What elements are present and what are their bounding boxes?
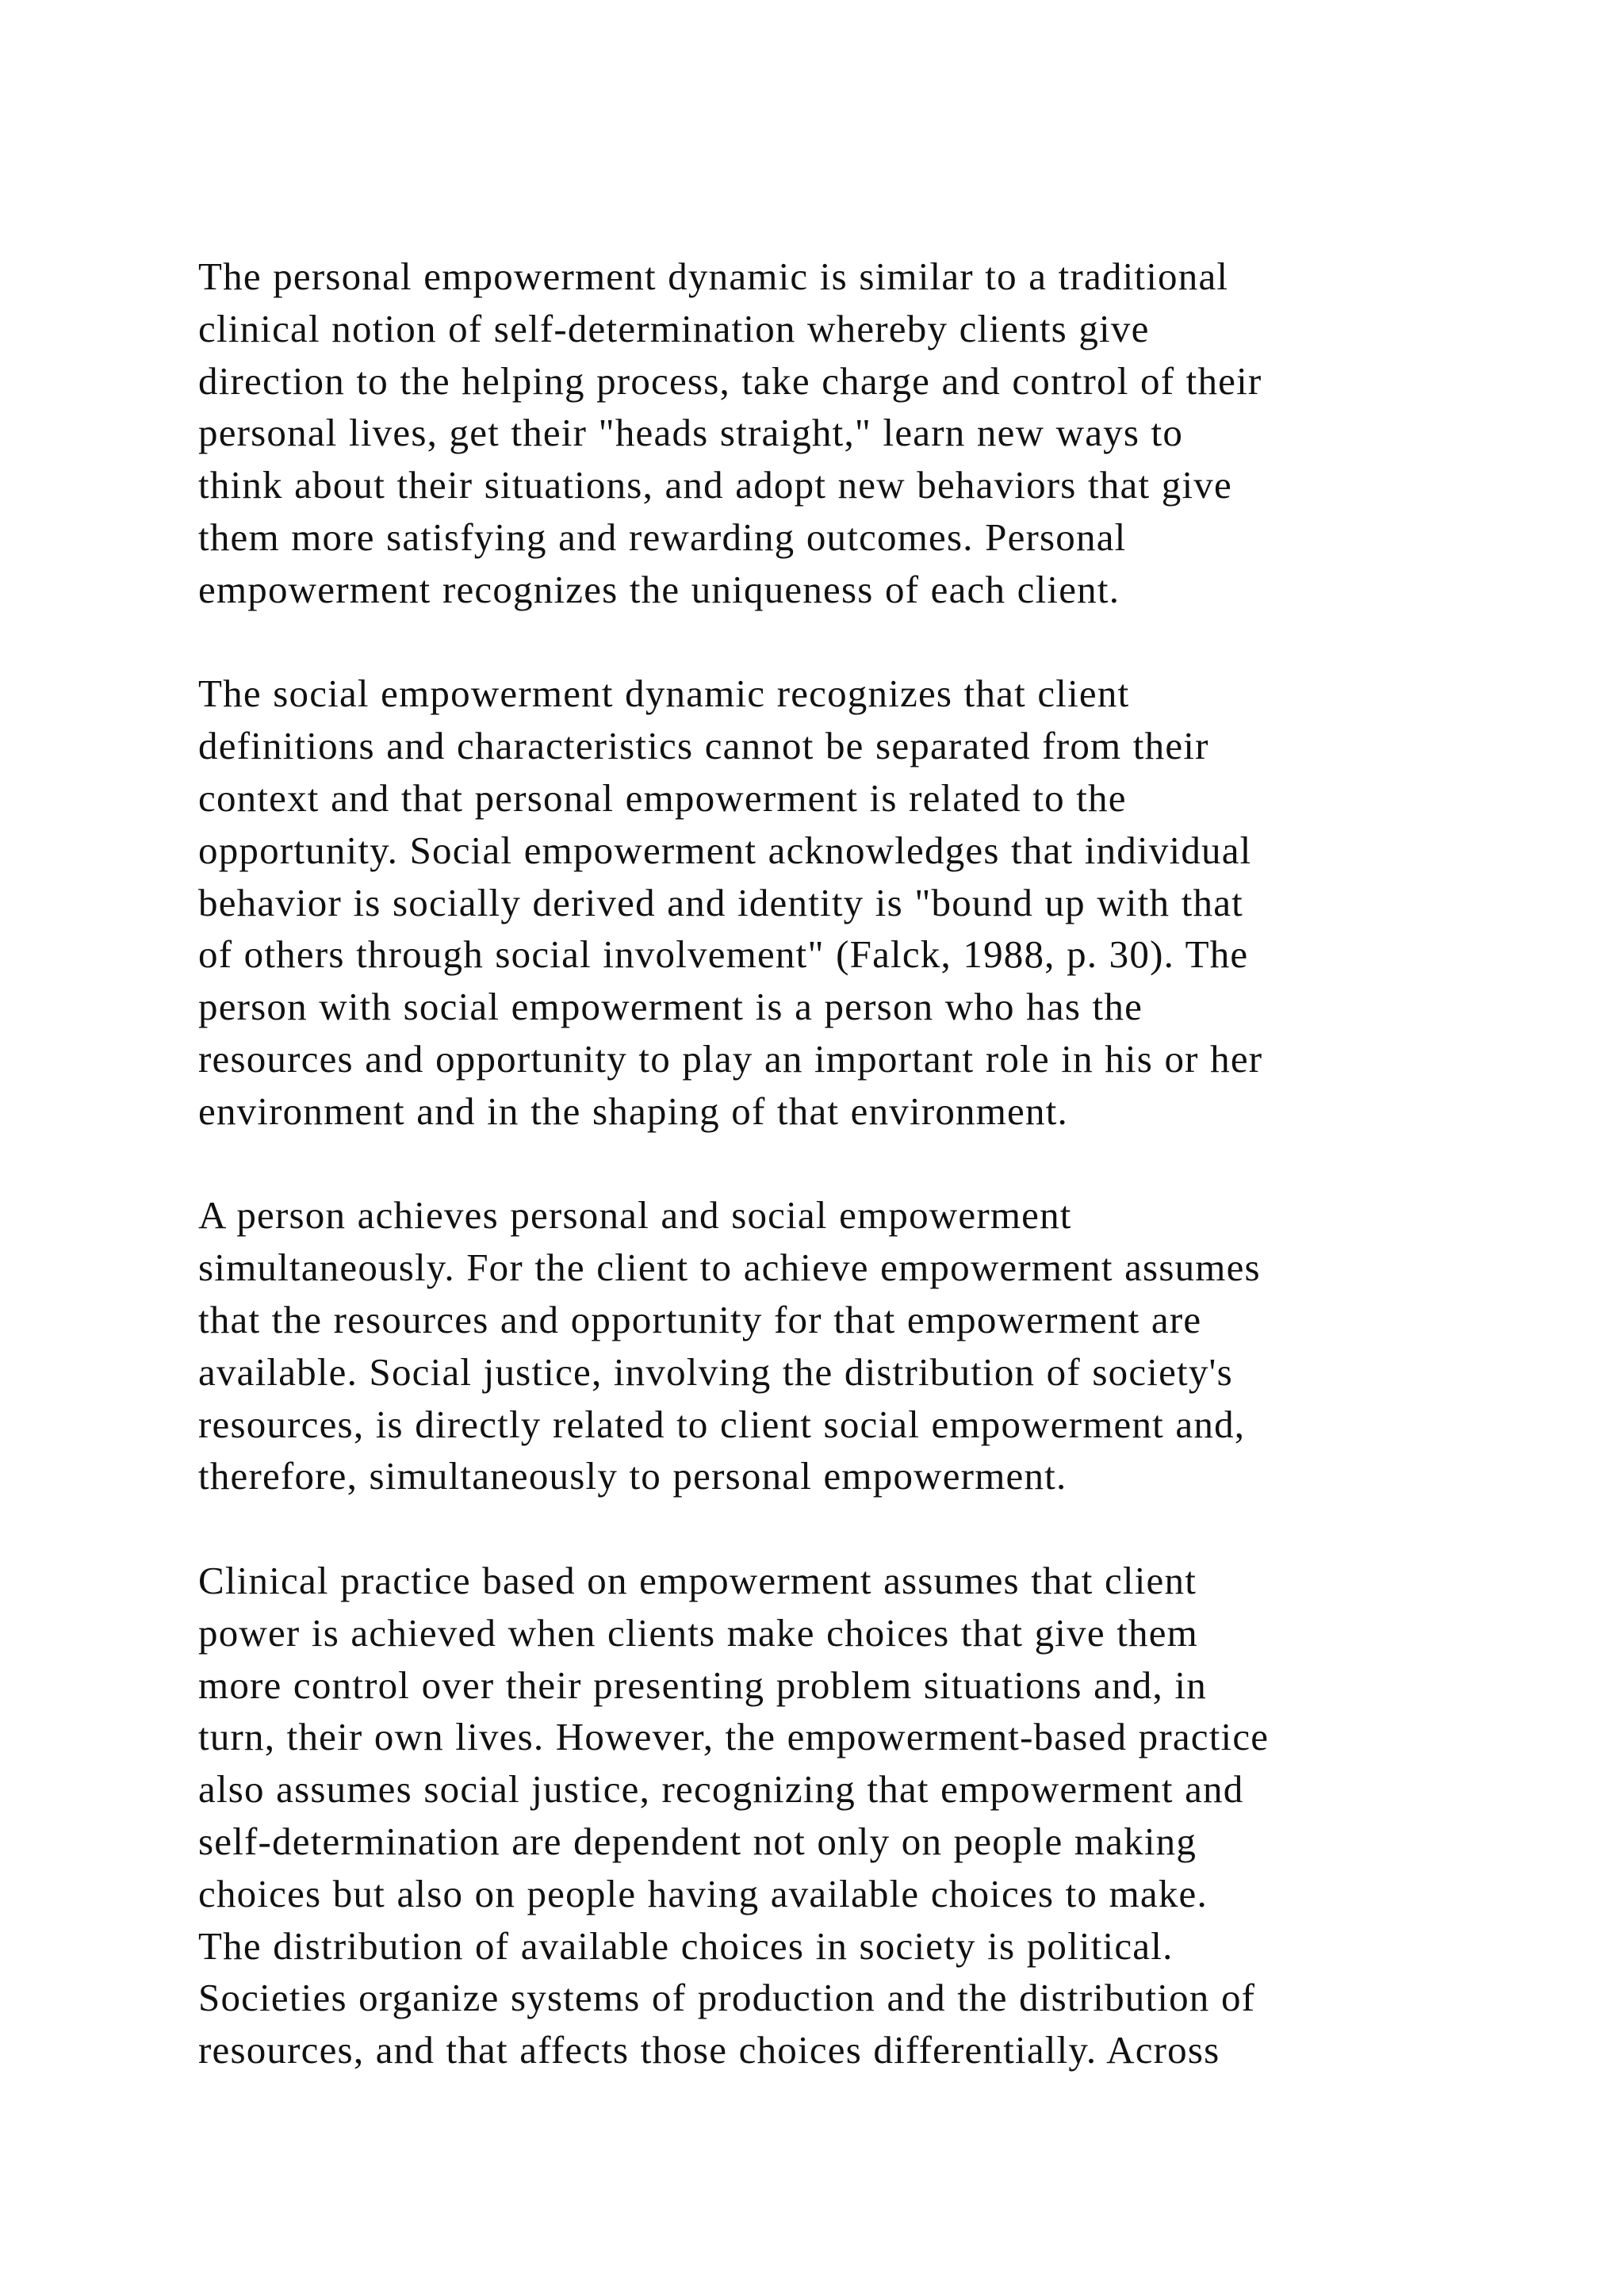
text-line: empowerment recognizes the uniqueness of each client. <box>198 567 1120 611</box>
text-line: direction to the helping process, take charge and control of their <box>198 358 1262 403</box>
text-line: The personal empowerment dynamic is similar to a traditional <box>198 254 1229 298</box>
text-line: therefore, simultaneously to personal empowerment. <box>198 1454 1067 1498</box>
text-line: power is achieved when clients make choices that give them <box>198 1610 1198 1655</box>
text-line: self-determination are dependent not only on people making <box>198 1819 1197 1863</box>
text-line: environment and in the shaping of that environment. <box>198 1089 1068 1133</box>
text-line: opportunity. Social empowerment acknowledges that individual <box>198 828 1252 872</box>
text-line: resources, and that affects those choices differentially. Across <box>198 2028 1220 2072</box>
paragraph-clinical-practice <box>198 1555 1546 2076</box>
text-line: of others through social involvement" (Falck, 1988, p. 30). The <box>198 932 1249 977</box>
text-line: simultaneously. For the client to achieve empowerment assumes <box>198 1246 1261 1290</box>
document-body <box>198 251 1546 2129</box>
text-line: also assumes social justice, recognizing that empowerment and <box>198 1767 1244 1812</box>
text-line: more control over their presenting problem situations and, in <box>198 1663 1207 1707</box>
text-line: behavior is socially derived and identity is "bound up with that <box>198 880 1243 924</box>
text-line: context and that personal empowerment is related to the <box>198 775 1127 820</box>
text-line: Clinical practice based on empowerment assumes that client <box>198 1558 1197 1602</box>
text-line: think about their situations, and adopt new behaviors that give <box>198 463 1232 507</box>
text-line: choices but also on people having available choices to make. <box>198 1871 1208 1915</box>
text-line: definitions and characteristics cannot be separated from their <box>198 724 1209 768</box>
paragraph-simultaneous-empowerment <box>198 1189 1546 1502</box>
paragraph-social-empowerment <box>198 668 1546 1137</box>
text-line: turn, their own lives. However, the empowerment-based practice <box>198 1715 1270 1759</box>
text-line: clinical notion of self-determination whereby clients give <box>198 306 1150 350</box>
text-line: them more satisfying and rewarding outcomes. Personal <box>198 515 1127 559</box>
text-line: that the resources and opportunity for that empowerment are <box>198 1297 1202 1341</box>
text-line: The distribution of available choices in society is political. <box>198 1923 1174 1968</box>
text-line: person with social empowerment is a person who has the <box>198 985 1143 1029</box>
text-line: personal lives, get their "heads straight," learn new ways to <box>198 411 1184 455</box>
text-line: The social empowerment dynamic recognizes that client <box>198 672 1130 716</box>
text-line: Societies organize systems of production and the distribution of <box>198 1976 1256 2020</box>
paragraph-personal-empowerment <box>198 251 1546 616</box>
text-line: resources, is directly related to client social empowerment and, <box>198 1402 1246 1446</box>
text-line: resources and opportunity to play an important role in his or her <box>198 1036 1263 1081</box>
text-line: A person achieves personal and social empowerment <box>198 1193 1072 1238</box>
text-line: available. Social justice, involving the distribution of society's <box>198 1349 1233 1394</box>
